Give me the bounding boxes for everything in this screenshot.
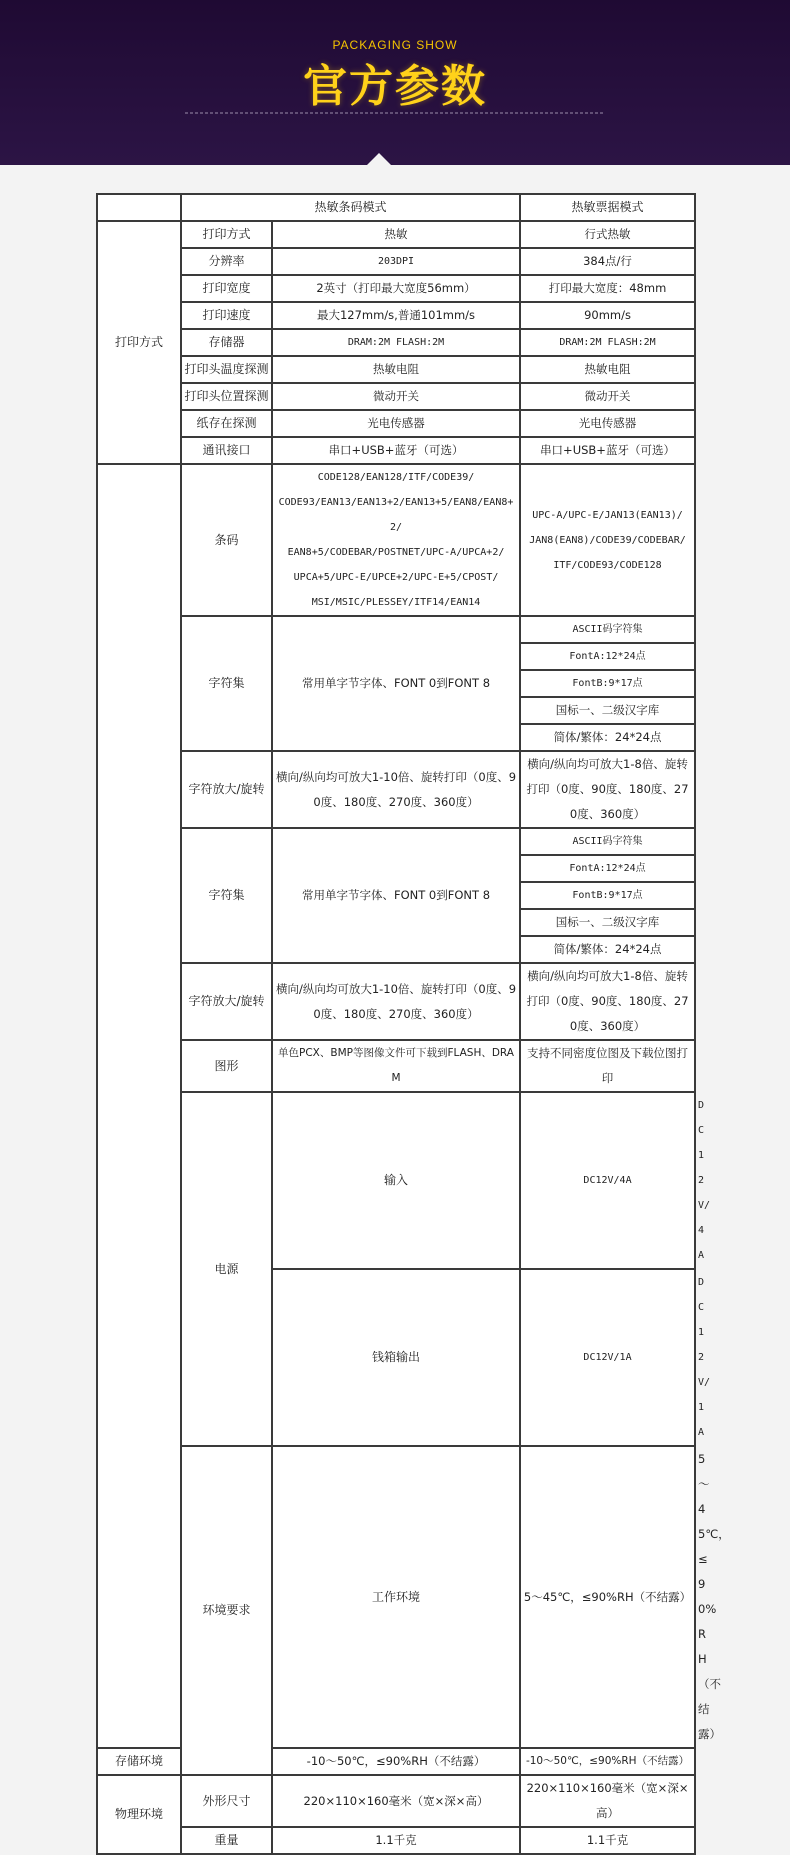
- barcode-line: ITF/CODE93/CODE128: [553, 559, 662, 571]
- table-row: [97, 275, 695, 302]
- row-value-barcode: 横向/纵向均可放大1-10倍、旋转打印（0度、90度、180度、270度、360度）: [272, 751, 520, 828]
- row-value-receipt: 打印最大宽度：48mm: [520, 275, 695, 302]
- charset-item: ASCII码字符集: [520, 616, 695, 643]
- row-label: 字符放大/旋转: [181, 963, 272, 1040]
- barcode-list-receipt-mode: [520, 464, 695, 616]
- row-value-receipt: 横向/纵向均可放大1-8倍、旋转打印（0度、90度、180度、270度、360度）: [520, 963, 695, 1040]
- row-value-barcode: -10～50℃，≤90%RH（不结露）: [272, 1748, 520, 1775]
- charset-item: 国标一、二级汉字库: [520, 909, 695, 936]
- barcode-list-barcode-mode: [272, 464, 520, 616]
- row-label: 纸存在探测: [181, 410, 272, 437]
- barcode-line: EAN8+5/CODEBAR/POSTNET/UPC-A/UPCA+2/: [287, 547, 505, 558]
- row-value-barcode: DRAM:2M FLASH:2M: [272, 329, 520, 356]
- row-value-barcode: 常用单字节字体、FONT 0到FONT 8: [272, 616, 520, 751]
- row-value-receipt: DRAM:2M FLASH:2M: [520, 329, 695, 356]
- row-value-receipt: 1.1千克: [520, 1827, 695, 1854]
- row-label: 存储器: [181, 329, 272, 356]
- row-value-barcode: 最大127mm/s,普通101mm/s: [272, 302, 520, 329]
- row-label: 字符放大/旋转: [181, 751, 272, 828]
- table-row: 环境要求 工作环境 5～45℃，≤90%RH（不结露） 5～45℃，≤90%RH（不结露）: [97, 1446, 695, 1748]
- row-label: 打印宽度: [181, 275, 272, 302]
- table-row: [97, 1040, 695, 1092]
- row-value-receipt: 串口+USB+蓝牙（可选）: [520, 437, 695, 464]
- table-row: [97, 616, 695, 643]
- row-value-barcode: 单色PCX、BMP等图像文件可下载到FLASH、DRAM: [272, 1040, 520, 1092]
- charset-item: FontB:9*17点: [520, 882, 695, 909]
- barcode-line: CODE128/EAN128/ITF/CODE39/: [317, 472, 475, 483]
- row-label: 字符集: [181, 828, 272, 963]
- table-row: [97, 828, 695, 855]
- row-label: 重量: [181, 1827, 272, 1854]
- banner-fine-print-decoration: [185, 112, 605, 114]
- row-value-receipt: 光电传感器: [520, 410, 695, 437]
- banner-notch: [367, 153, 391, 165]
- row-label: 输入: [272, 1092, 520, 1269]
- header-banner: [0, 0, 790, 165]
- row-value-receipt: 90mm/s: [520, 302, 695, 329]
- row-label: 通讯接口: [181, 437, 272, 464]
- table-row: [97, 221, 695, 248]
- row-value-barcode: 1.1千克: [272, 1827, 520, 1854]
- table-row: [97, 248, 695, 275]
- charset-item: ASCII码字符集: [520, 828, 695, 855]
- row-label: 分辨率: [181, 248, 272, 275]
- charset-item: 简体/繁体：24*24点: [520, 936, 695, 963]
- table-row: [97, 356, 695, 383]
- category-power: 电源: [181, 1092, 272, 1446]
- table-row: [97, 1775, 695, 1827]
- row-value-barcode: DC12V/1A: [520, 1269, 695, 1446]
- row-value-barcode: 5～45℃，≤90%RH（不结露）: [520, 1446, 695, 1748]
- row-value-barcode: 横向/纵向均可放大1-10倍、旋转打印（0度、90度、180度、270度、360度）: [272, 963, 520, 1040]
- row-label: 打印头温度探测: [181, 356, 272, 383]
- table-row: [97, 302, 695, 329]
- row-value-barcode: 微动开关: [272, 383, 520, 410]
- category-print: 打印方式: [97, 221, 181, 464]
- charset-item: 简体/繁体：24*24点: [520, 724, 695, 751]
- table-row: 钱箱输出 DC12V/1A DC12V/1A: [97, 1269, 695, 1446]
- row-value-barcode: 常用单字节字体、FONT 0到FONT 8: [272, 828, 520, 963]
- header-barcode-mode: 热敏条码模式: [181, 194, 520, 221]
- charset-item: FontA:12*24点: [520, 855, 695, 882]
- row-value-barcode: 2英寸（打印最大宽度56mm）: [272, 275, 520, 302]
- banner-subtitle: PACKAGING SHOW: [332, 38, 458, 52]
- spec-table: [96, 193, 730, 1855]
- banner-title: 官方参数: [303, 61, 487, 112]
- row-value-barcode: 203DPI: [272, 248, 520, 275]
- row-value-receipt: 行式热敏: [520, 221, 695, 248]
- table-row: [97, 1827, 695, 1854]
- row-value-barcode: 220×110×160毫米（宽×深×高）: [272, 1775, 520, 1827]
- row-value-receipt: -10～50℃，≤90%RH（不结露）: [520, 1748, 695, 1775]
- row-value-receipt: 220×110×160毫米（宽×深×高）: [520, 1775, 695, 1827]
- row-value-receipt: 支持不同密度位图及下载位图打印: [520, 1040, 695, 1092]
- category-environment: 环境要求: [181, 1446, 272, 1775]
- charset-item: FontB:9*17点: [520, 670, 695, 697]
- table-row: 电源 输入 DC12V/4A DC12V/4A: [97, 1092, 695, 1269]
- row-label: 打印头位置探测: [181, 383, 272, 410]
- row-label: 工作环境: [272, 1446, 520, 1748]
- row-label: 外形尺寸: [181, 1775, 272, 1827]
- table-row: [97, 437, 695, 464]
- charset-item: 国标一、二级汉字库: [520, 697, 695, 724]
- row-value-barcode: 热敏: [272, 221, 520, 248]
- row-label: 钱箱输出: [272, 1269, 520, 1446]
- row-value-receipt: 微动开关: [520, 383, 695, 410]
- barcode-line: CODE93/EAN13/EAN13+2/EAN13+5/EAN8/EAN8+2/: [278, 497, 514, 533]
- category-features-blank: [97, 464, 181, 1748]
- table-row: [97, 383, 695, 410]
- barcode-line: UPCA+5/UPC-E/UPCE+2/UPC-E+5/CPOST/: [293, 572, 499, 583]
- barcode-line: MSI/MSIC/PLESSEY/ITF14/EAN14: [311, 597, 481, 608]
- row-value-barcode: 热敏电阻: [272, 356, 520, 383]
- barcode-line: UPC-A/UPC-E/JAN13(EAN13)/: [532, 509, 683, 521]
- table-row: [97, 751, 695, 828]
- row-value-receipt: 热敏电阻: [520, 356, 695, 383]
- table-row: [97, 329, 695, 356]
- row-label: 打印方式: [181, 221, 272, 248]
- barcode-line: JAN8(EAN8)/CODE39/CODEBAR/: [529, 534, 686, 546]
- charset-item: FontA:12*24点: [520, 643, 695, 670]
- row-value-barcode: DC12V/4A: [520, 1092, 695, 1269]
- row-value-barcode: 光电传感器: [272, 410, 520, 437]
- table-header-row: [97, 194, 695, 221]
- row-label: 打印速度: [181, 302, 272, 329]
- row-value-receipt: 384点/行: [520, 248, 695, 275]
- table-row: [97, 963, 695, 1040]
- header-receipt-mode: 热敏票据模式: [520, 194, 695, 221]
- table-row: [97, 410, 695, 437]
- row-value-barcode: 串口+USB+蓝牙（可选）: [272, 437, 520, 464]
- row-value-receipt: 横向/纵向均可放大1-8倍、旋转打印（0度、90度、180度、270度、360度）: [520, 751, 695, 828]
- category-physical: 物理环境: [97, 1775, 181, 1854]
- table-row-barcode: [97, 464, 695, 616]
- header-corner: [97, 194, 181, 221]
- row-label: 图形: [181, 1040, 272, 1092]
- row-label: 存储环境: [97, 1748, 181, 1775]
- row-label: 条码: [181, 464, 272, 616]
- row-label: 字符集: [181, 616, 272, 751]
